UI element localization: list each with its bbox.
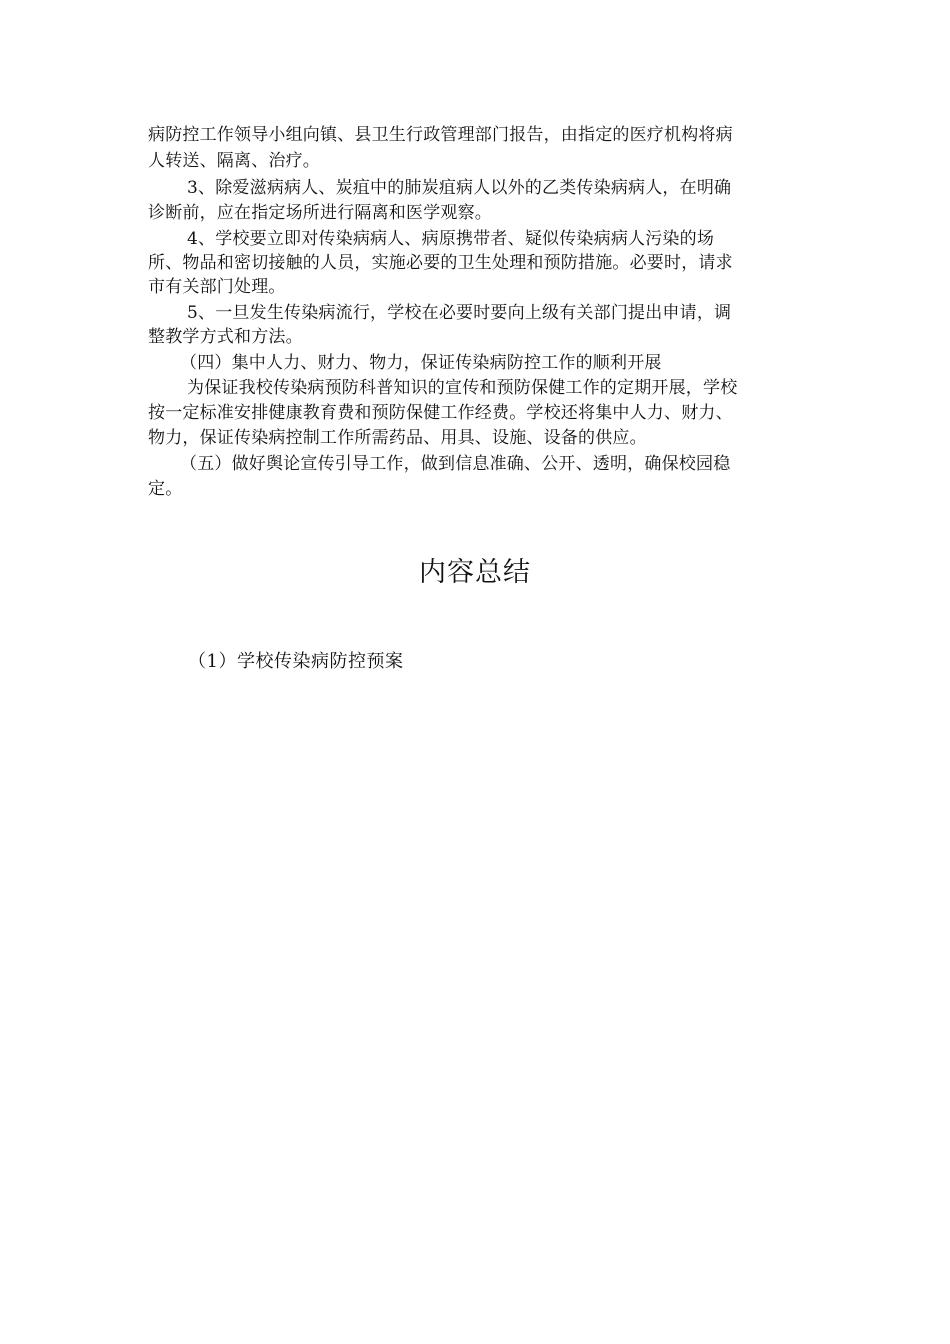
paragraph-line: 4、学校要立即对传染病病人、病原携带者、疑似传染病病人污染的场: [187, 229, 715, 249]
section-heading: （五）做好舆论宣传引导工作，做到信息准确、公开、透明，确保校园稳: [180, 454, 731, 474]
paragraph-line: 整教学方式和方法。: [148, 327, 303, 347]
section-heading: （四）集中人力、财力、物力，保证传染病防控工作的顺利开展: [180, 353, 662, 373]
summary-title: 内容总结: [419, 557, 531, 588]
paragraph-line: 3、除爱滋病病人、炭疽中的肺炭疽病人以外的乙类传染病病人，在明确: [187, 178, 732, 198]
paragraph-line: 5、一旦发生传染病流行，学校在必要时要向上级有关部门提出申请，调: [187, 303, 732, 323]
summary-item: （1）学校传染病防控预案: [188, 651, 404, 672]
paragraph-line: 物力，保证传染病控制工作所需药品、用具、设施、设备的供应。: [148, 428, 647, 448]
paragraph-line: 诊断前，应在指定场所进行隔离和医学观察。: [148, 203, 492, 223]
paragraph-line: 为保证我校传染病预防科普知识的宣传和预防保健工作的定期开展，学校: [187, 378, 738, 398]
paragraph-line: 病防控工作领导小组向镇、县卫生行政管理部门报告，由指定的医疗机构将病: [148, 125, 733, 145]
paragraph-line: 按一定标准安排健康教育费和预防保健工作经费。学校还将集中人力、财力、: [148, 403, 733, 423]
paragraph-line: 定。: [148, 479, 183, 499]
paragraph-line: 人转送、隔离、治疗。: [148, 151, 320, 171]
paragraph-line: 所、物品和密切接触的人员，实施必要的卫生处理和预防措施。必要时，请求: [148, 253, 733, 273]
paragraph-line: 市有关部门处理。: [148, 277, 286, 297]
